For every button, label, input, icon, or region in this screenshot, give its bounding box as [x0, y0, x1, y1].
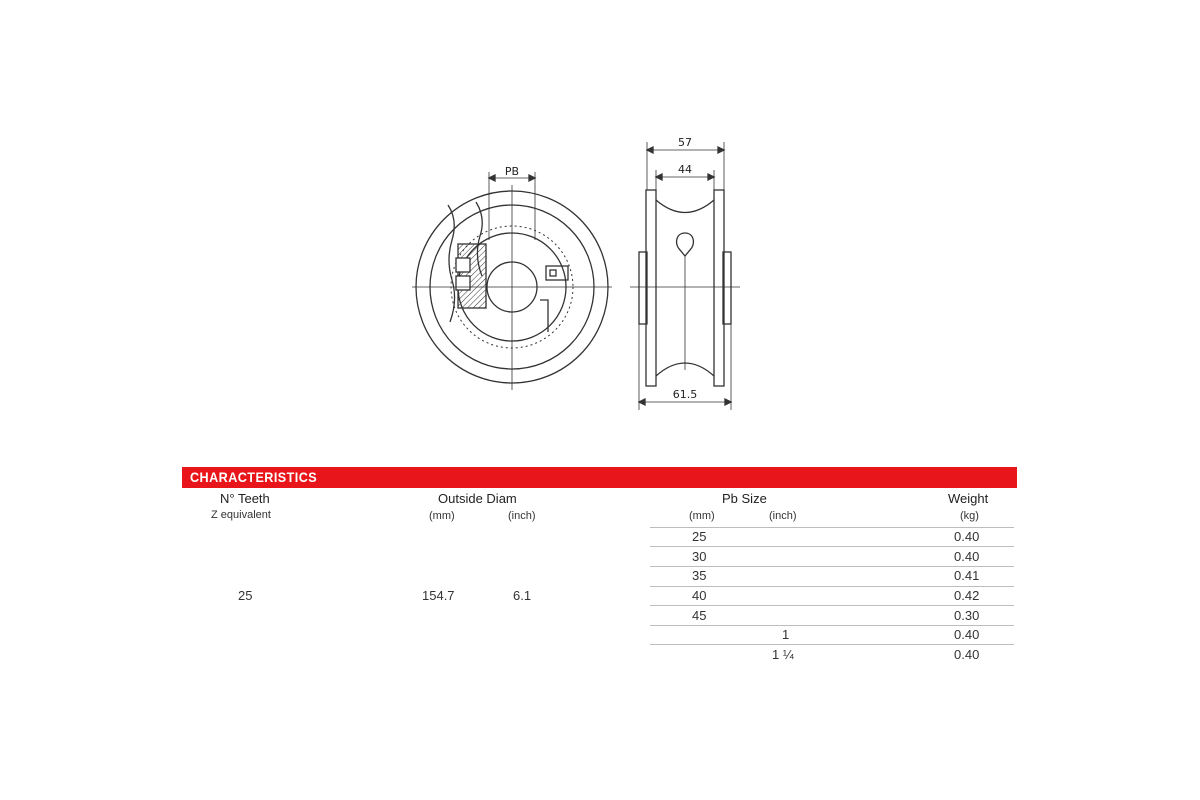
header-teeth-sub: Z equivalent: [211, 509, 271, 521]
header-pb-mm: (mm): [689, 510, 715, 522]
header-outside-diam: Outside Diam: [438, 491, 517, 506]
side-view: [630, 142, 740, 410]
row-6-weight: 0.40: [954, 627, 980, 642]
dim-base-width: 61.5: [672, 388, 698, 401]
row-4-weight: 0.42: [954, 588, 980, 603]
row-1-weight: 0.40: [954, 529, 980, 544]
set-screw-upper: [456, 258, 470, 272]
row-1-pb-mm: 25: [692, 529, 707, 544]
row-3-pb-mm: 35: [692, 568, 707, 583]
row-5-weight: 0.30: [954, 608, 980, 623]
bearing-detail-lower: [540, 300, 548, 332]
row-rule: [650, 625, 1014, 626]
row-6-pb-inch: 1: [782, 627, 790, 642]
characteristics-banner: [182, 467, 1017, 488]
set-screw-lower: [456, 276, 470, 290]
header-od-inch: (inch): [508, 510, 536, 522]
header-pb-inch: (inch): [769, 510, 797, 522]
banner-title: CHARACTERISTICS: [190, 469, 318, 485]
row-7-pb-inch: 1 ¼: [772, 647, 794, 662]
row-7-weight: 0.40: [954, 647, 980, 662]
row-rule: [650, 605, 1014, 606]
row-2-weight: 0.40: [954, 549, 980, 564]
row-rule: [650, 586, 1014, 587]
header-od-mm: (mm): [429, 510, 455, 522]
break-line-left: [448, 205, 455, 322]
header-teeth: N° Teeth: [220, 491, 270, 506]
hub-curve-top: [656, 200, 714, 213]
spec-od-mm: 154.7: [422, 588, 455, 603]
spec-teeth: 25: [238, 588, 253, 603]
row-rule: [650, 566, 1014, 567]
front-view: [412, 172, 612, 390]
row-rule: [650, 546, 1014, 547]
pb-label: PB: [504, 165, 520, 178]
row-2-pb-mm: 30: [692, 549, 707, 564]
dim-hub-width: 44: [678, 163, 692, 176]
dim-overall-width: 57: [678, 136, 692, 149]
pb-arrow-right: [529, 175, 535, 181]
row-rule: [650, 644, 1014, 645]
bearing-ball: [550, 270, 556, 276]
header-weight: Weight: [948, 491, 989, 506]
pb-arrow-left: [489, 175, 495, 181]
keyhole-shape: [677, 233, 694, 256]
row-3-weight: 0.41: [954, 568, 980, 583]
header-weight-unit: (kg): [960, 510, 979, 522]
row-4-pb-mm: 40: [692, 588, 707, 603]
spec-od-inch: 6.1: [513, 588, 532, 603]
header-pb-size: Pb Size: [722, 491, 767, 506]
row-rule: [650, 527, 1014, 528]
row-5-pb-mm: 45: [692, 608, 707, 623]
